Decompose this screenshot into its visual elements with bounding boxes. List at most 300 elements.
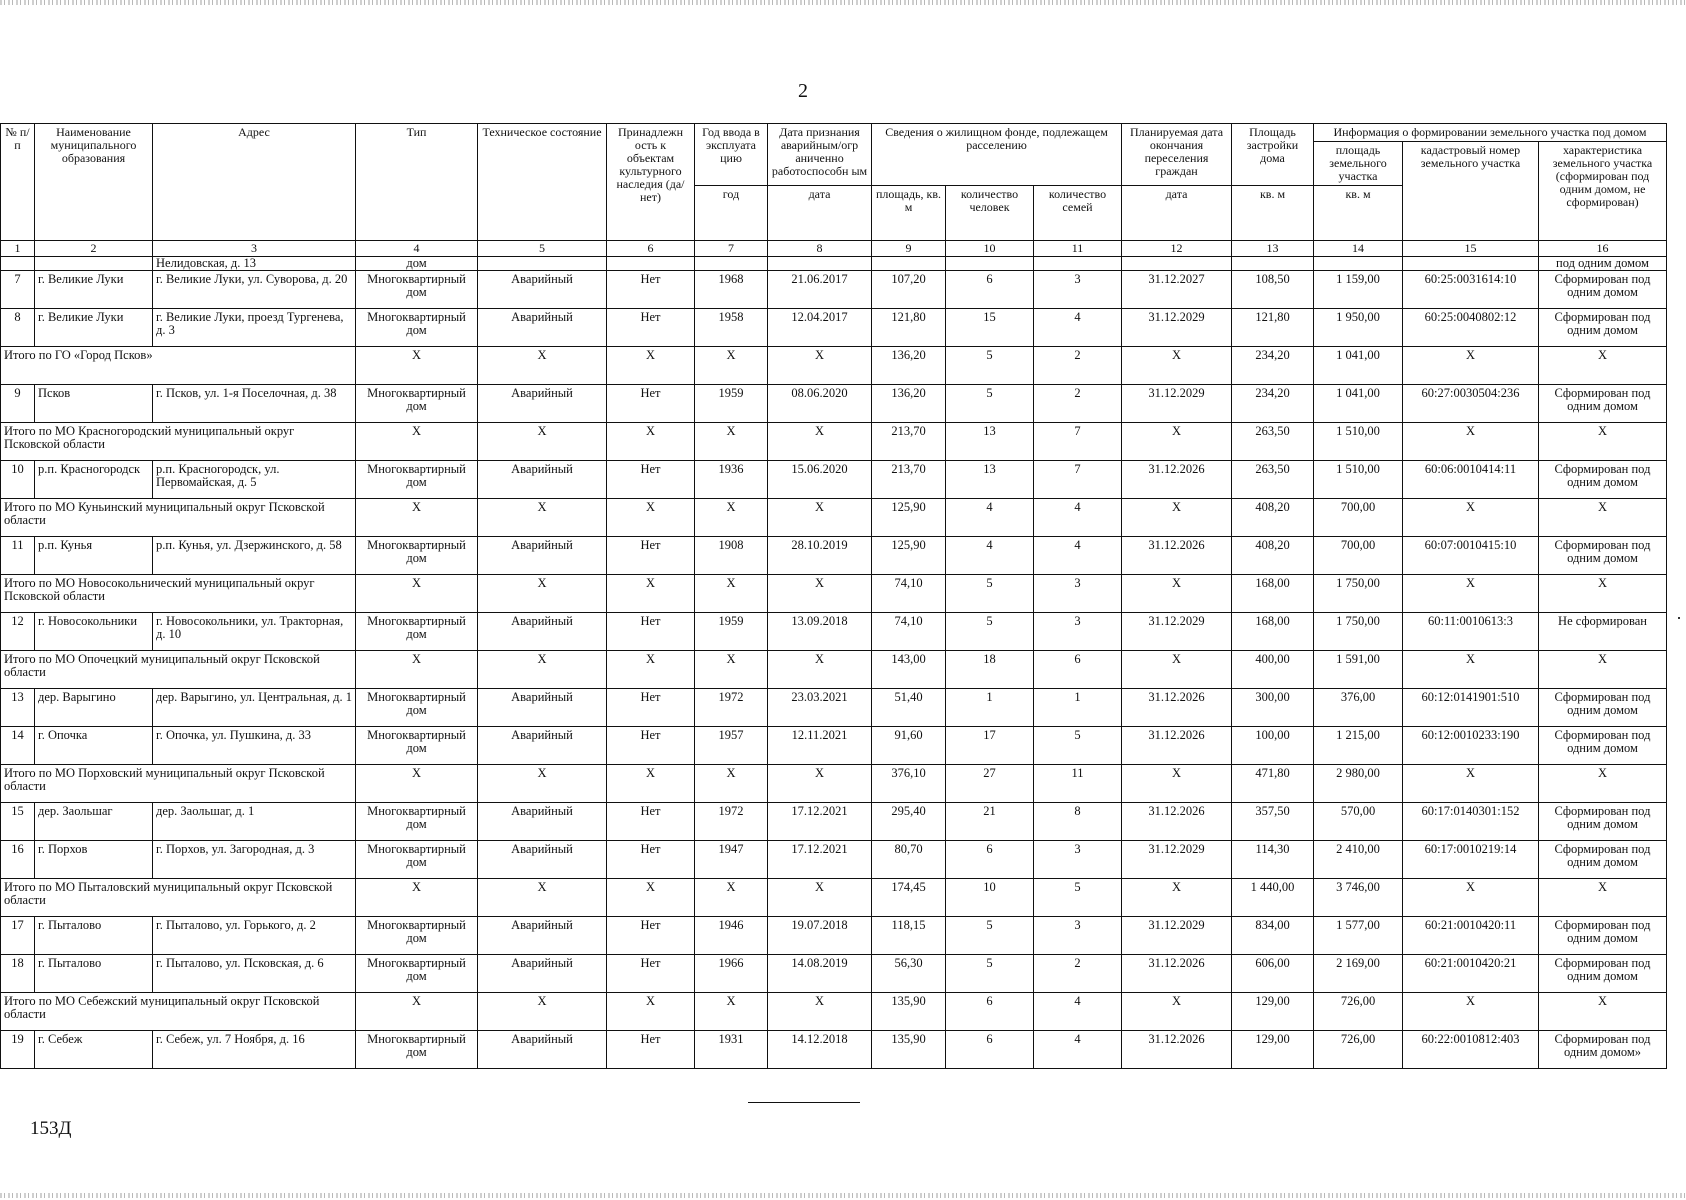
total-cell: 125,90 — [872, 499, 946, 537]
total-cell: 1 510,00 — [1314, 423, 1403, 461]
total-row — [1, 765, 1667, 803]
table-cell: Нет — [607, 841, 695, 879]
table-cell: Аварийный — [478, 309, 607, 347]
total-cell: X — [356, 651, 478, 689]
total-cell: 11 — [1034, 765, 1122, 803]
table-cell: 300,00 — [1232, 689, 1314, 727]
header-year: Год ввода в эксплуата цию — [695, 124, 768, 186]
table-row — [1, 537, 1667, 575]
table-cell: Многоквартирный дом — [356, 613, 478, 651]
total-cell: X — [695, 575, 768, 613]
table-cell: 14 — [1, 727, 35, 765]
table-cell: 60:21:0010420:21 — [1403, 955, 1539, 993]
total-cell: 168,00 — [1232, 575, 1314, 613]
total-cell: X — [1403, 499, 1539, 537]
table-cell: 1958 — [695, 309, 768, 347]
table-cell: 14.08.2019 — [768, 955, 872, 993]
total-cell: 6 — [946, 993, 1034, 1031]
column-number: 13 — [1232, 241, 1314, 257]
table-cell: 1957 — [695, 727, 768, 765]
header-plan: Планируемая дата окончания переселения граждан — [1122, 124, 1232, 186]
table-row — [1, 803, 1667, 841]
cont-cell — [1122, 257, 1232, 271]
table-cell: 1959 — [695, 613, 768, 651]
header-build-area: Площадь застройки дома — [1232, 124, 1314, 186]
table-cell: 8 — [1, 309, 35, 347]
header-heritage: Принадлежн ость к объектам культурного наследия (да/нет) — [607, 124, 695, 241]
total-cell: X — [1403, 993, 1539, 1031]
table-cell: Аварийный — [478, 689, 607, 727]
table-cell: 18 — [1, 955, 35, 993]
table-cell: Многоквартирный дом — [356, 385, 478, 423]
total-cell: 7 — [1034, 423, 1122, 461]
table-cell: 1 159,00 — [1314, 271, 1403, 309]
total-cell: X — [768, 651, 872, 689]
table-cell: дер. Варыгино, ул. Центральная, д. 1 — [153, 689, 356, 727]
table-cell: 13 — [1, 689, 35, 727]
total-row — [1, 423, 1667, 461]
table-row — [1, 841, 1667, 879]
table-cell: 12 — [1, 613, 35, 651]
table-cell: 135,90 — [872, 1031, 946, 1069]
total-cell: 263,50 — [1232, 423, 1314, 461]
unit-area: площадь, кв. м — [872, 186, 946, 241]
table-row — [1, 917, 1667, 955]
table-cell: 2 — [1034, 955, 1122, 993]
table-cell: Нет — [607, 537, 695, 575]
unit-people: количество человек — [946, 186, 1034, 241]
table-cell: г. Пыталово — [35, 917, 153, 955]
table-row — [1, 271, 1667, 309]
table-cell: 5 — [946, 613, 1034, 651]
table-cell: 1 — [1034, 689, 1122, 727]
cont-address: Нелидовская, д. 13 — [153, 257, 356, 271]
column-number: 5 — [478, 241, 607, 257]
total-cell: X — [1539, 765, 1667, 803]
table-row — [1, 1031, 1667, 1069]
table-cell: 91,60 — [872, 727, 946, 765]
table-cell: 2 169,00 — [1314, 955, 1403, 993]
header-characteristic: характеристика земельного участка (сформирован под одним домом, не сформирован) — [1539, 142, 1667, 241]
total-cell: X — [1539, 879, 1667, 917]
table-cell: 31.12.2029 — [1122, 613, 1232, 651]
table-cell: 60:17:0140301:152 — [1403, 803, 1539, 841]
table-cell: г. Пыталово — [35, 955, 153, 993]
table-cell: 606,00 — [1232, 955, 1314, 993]
table-cell: 570,00 — [1314, 803, 1403, 841]
table-cell: 1946 — [695, 917, 768, 955]
table-cell: г. Порхов, ул. Загородная, д. 3 — [153, 841, 356, 879]
column-numbers-row — [1, 241, 1667, 257]
total-cell: 6 — [1034, 651, 1122, 689]
total-cell: X — [607, 499, 695, 537]
table-cell: Многоквартирный дом — [356, 841, 478, 879]
table-cell: Аварийный — [478, 955, 607, 993]
cont-cell — [1403, 257, 1539, 271]
table-cell: 21 — [946, 803, 1034, 841]
document-code: 153Д — [30, 1118, 72, 1139]
total-cell: 1 041,00 — [1314, 347, 1403, 385]
column-number: 3 — [153, 241, 356, 257]
table-cell: Аварийный — [478, 917, 607, 955]
table-cell: Сформирован под одним домом — [1539, 309, 1667, 347]
table-cell: 31.12.2026 — [1122, 689, 1232, 727]
table-cell: 2 410,00 — [1314, 841, 1403, 879]
table-cell: 12.11.2021 — [768, 727, 872, 765]
table-cell: Многоквартирный дом — [356, 689, 478, 727]
total-cell: X — [356, 765, 478, 803]
table-cell: 60:12:0010233:190 — [1403, 727, 1539, 765]
table-cell: 28.10.2019 — [768, 537, 872, 575]
table-cell: р.п. Красногородск, ул. Первомайская, д. 5 — [153, 461, 356, 499]
column-number: 15 — [1403, 241, 1539, 257]
table-cell: 7 — [1034, 461, 1122, 499]
column-number: 10 — [946, 241, 1034, 257]
table-cell: Аварийный — [478, 1031, 607, 1069]
table-cell: 13 — [946, 461, 1034, 499]
table-cell: 1 — [946, 689, 1034, 727]
unit-plan: дата — [1122, 186, 1232, 241]
table-cell: г. Пыталово, ул. Псковская, д. 6 — [153, 955, 356, 993]
table-cell: 2 — [1034, 385, 1122, 423]
total-cell: 4 — [1034, 993, 1122, 1031]
cont-cell — [695, 257, 768, 271]
table-cell: 1 510,00 — [1314, 461, 1403, 499]
total-cell: X — [607, 347, 695, 385]
total-label: Итого по МО Красногородский муниципальный округ Псковской области — [1, 423, 356, 461]
table-cell: 1968 — [695, 271, 768, 309]
total-cell: X — [768, 575, 872, 613]
total-cell: X — [1122, 765, 1232, 803]
table-cell: 31.12.2026 — [1122, 727, 1232, 765]
table-cell: 16 — [1, 841, 35, 879]
unit-land: кв. м — [1314, 186, 1403, 241]
total-cell: X — [695, 651, 768, 689]
table-cell: Нет — [607, 689, 695, 727]
total-cell: 726,00 — [1314, 993, 1403, 1031]
total-cell: X — [1122, 879, 1232, 917]
total-cell: X — [695, 423, 768, 461]
total-cell: X — [607, 879, 695, 917]
total-cell: 1 440,00 — [1232, 879, 1314, 917]
table-cell: 118,15 — [872, 917, 946, 955]
total-cell: X — [695, 765, 768, 803]
column-number: 16 — [1539, 241, 1667, 257]
total-cell: 27 — [946, 765, 1034, 803]
total-cell: X — [695, 347, 768, 385]
total-cell: X — [1122, 993, 1232, 1031]
table-cell: 6 — [946, 1031, 1034, 1069]
unit-families: количество семей — [1034, 186, 1122, 241]
cont-cell — [35, 257, 153, 271]
total-row — [1, 575, 1667, 613]
table-cell: г. Великие Луки — [35, 271, 153, 309]
table-cell: 1 750,00 — [1314, 613, 1403, 651]
table-cell: 6 — [946, 841, 1034, 879]
scan-speck — [1678, 617, 1680, 619]
column-number: 14 — [1314, 241, 1403, 257]
table-cell: 31.12.2029 — [1122, 841, 1232, 879]
total-cell: X — [356, 879, 478, 917]
cont-cell — [1, 257, 35, 271]
table-cell: 125,90 — [872, 537, 946, 575]
total-row — [1, 993, 1667, 1031]
table-cell: Не сформирован — [1539, 613, 1667, 651]
table-cell: 31.12.2026 — [1122, 955, 1232, 993]
table-cell: Аварийный — [478, 613, 607, 651]
table-cell: Многоквартирный дом — [356, 955, 478, 993]
total-cell: X — [356, 347, 478, 385]
table-cell: Многоквартирный дом — [356, 271, 478, 309]
total-cell: X — [768, 879, 872, 917]
total-cell: X — [356, 993, 478, 1031]
table-cell: Многоквартирный дом — [356, 917, 478, 955]
total-cell: 2 980,00 — [1314, 765, 1403, 803]
total-cell: X — [1122, 651, 1232, 689]
table-cell: 234,20 — [1232, 385, 1314, 423]
scan-edge-top — [0, 0, 1686, 5]
table-cell: 56,30 — [872, 955, 946, 993]
table-row — [1, 613, 1667, 651]
table-cell: Аварийный — [478, 461, 607, 499]
total-cell: 700,00 — [1314, 499, 1403, 537]
table-cell: Нет — [607, 309, 695, 347]
total-cell: X — [768, 993, 872, 1031]
total-cell: X — [478, 879, 607, 917]
total-label: Итого по МО Новосокольнический муниципальный округ Псковской области — [1, 575, 356, 613]
cont-cell — [607, 257, 695, 271]
total-cell: X — [1122, 575, 1232, 613]
total-cell: X — [1539, 575, 1667, 613]
table-cell: 15 — [1, 803, 35, 841]
total-cell: X — [1122, 499, 1232, 537]
total-label: Итого по МО Опочецкий муниципальный округ Псковской области — [1, 651, 356, 689]
table-cell: г. Пыталово, ул. Горького, д. 2 — [153, 917, 356, 955]
total-cell: X — [1403, 765, 1539, 803]
column-number: 8 — [768, 241, 872, 257]
total-cell: X — [1539, 993, 1667, 1031]
total-cell: 174,45 — [872, 879, 946, 917]
total-cell: 1 750,00 — [1314, 575, 1403, 613]
total-cell: X — [695, 499, 768, 537]
column-number: 11 — [1034, 241, 1122, 257]
header-date: Дата признания аварийным/огр аниченно работоспособн ым — [768, 124, 872, 186]
table-cell: Нет — [607, 727, 695, 765]
table-cell: 31.12.2029 — [1122, 385, 1232, 423]
table-cell: Нет — [607, 917, 695, 955]
table-cell: 1936 — [695, 461, 768, 499]
total-label: Итого по ГО «Город Псков» — [1, 347, 356, 385]
table-cell: 1908 — [695, 537, 768, 575]
table-cell: г. Себеж — [35, 1031, 153, 1069]
total-cell: 1 591,00 — [1314, 651, 1403, 689]
column-number: 7 — [695, 241, 768, 257]
table-cell: 1 215,00 — [1314, 727, 1403, 765]
table-cell: Сформирован под одним домом — [1539, 841, 1667, 879]
table-cell: 1966 — [695, 955, 768, 993]
table-cell: Нет — [607, 1031, 695, 1069]
table-cell: 13.09.2018 — [768, 613, 872, 651]
table-cell: г. Великие Луки — [35, 309, 153, 347]
table-cell: 408,20 — [1232, 537, 1314, 575]
table-cell: 136,20 — [872, 385, 946, 423]
table-cell: Многоквартирный дом — [356, 461, 478, 499]
table-cell: 51,40 — [872, 689, 946, 727]
table-cell: 121,80 — [872, 309, 946, 347]
header-fund: Сведения о жилищном фонде, подлежащем расселению — [872, 124, 1122, 186]
table-cell: 3 — [1034, 841, 1122, 879]
total-cell: 18 — [946, 651, 1034, 689]
page-number: 2 — [798, 80, 808, 102]
table-cell: Многоквартирный дом — [356, 1031, 478, 1069]
total-cell: X — [478, 499, 607, 537]
total-cell: 5 — [1034, 879, 1122, 917]
table-cell: р.п. Кунья — [35, 537, 153, 575]
total-cell: X — [607, 423, 695, 461]
table-cell: 31.12.2029 — [1122, 917, 1232, 955]
table-row — [1, 385, 1667, 423]
total-cell: 136,20 — [872, 347, 946, 385]
total-row — [1, 499, 1667, 537]
total-row — [1, 347, 1667, 385]
total-cell: X — [478, 575, 607, 613]
table-cell: 60:12:0141901:510 — [1403, 689, 1539, 727]
total-label: Итого по МО Пыталовский муниципальный округ Псковской области — [1, 879, 356, 917]
table-cell: 19 — [1, 1031, 35, 1069]
total-cell: X — [768, 347, 872, 385]
table-cell: 107,20 — [872, 271, 946, 309]
unit-build: кв. м — [1232, 186, 1314, 241]
total-cell: X — [695, 879, 768, 917]
total-label: Итого по МО Куньинский муниципальный округ Псковской области — [1, 499, 356, 537]
cont-cell — [872, 257, 946, 271]
table-cell: 100,00 — [1232, 727, 1314, 765]
table-cell: Сформирован под одним домом — [1539, 385, 1667, 423]
total-cell: X — [695, 993, 768, 1031]
column-number: 2 — [35, 241, 153, 257]
table-cell: 213,70 — [872, 461, 946, 499]
total-cell: 10 — [946, 879, 1034, 917]
table-cell: 80,70 — [872, 841, 946, 879]
table-cell: 31.12.2026 — [1122, 803, 1232, 841]
table-cell: р.п. Кунья, ул. Дзержинского, д. 58 — [153, 537, 356, 575]
table-cell: Нет — [607, 955, 695, 993]
header-row-1 — [1, 124, 1667, 142]
total-cell: 213,70 — [872, 423, 946, 461]
table-cell: Нет — [607, 271, 695, 309]
total-cell: X — [1539, 423, 1667, 461]
table-cell: Аварийный — [478, 803, 607, 841]
table-cell: 31.12.2026 — [1122, 1031, 1232, 1069]
table-cell: 5 — [946, 385, 1034, 423]
total-cell: 143,00 — [872, 651, 946, 689]
table-cell: 17.12.2021 — [768, 841, 872, 879]
table-cell: 23.03.2021 — [768, 689, 872, 727]
unit-date: дата — [768, 186, 872, 241]
table-cell: 6 — [946, 271, 1034, 309]
header-no: № п/п — [1, 124, 35, 241]
table-cell: 60:25:0031614:10 — [1403, 271, 1539, 309]
table-cell: дер. Варыгино — [35, 689, 153, 727]
table-cell: 263,50 — [1232, 461, 1314, 499]
table-cell: г. Псков, ул. 1-я Поселочная, д. 38 — [153, 385, 356, 423]
table-cell: 700,00 — [1314, 537, 1403, 575]
table-cell: 15 — [946, 309, 1034, 347]
continuation-row — [1, 257, 1667, 271]
total-cell: 5 — [946, 575, 1034, 613]
table-cell: Сформирован под одним домом — [1539, 689, 1667, 727]
table-cell: 17.12.2021 — [768, 803, 872, 841]
total-cell: X — [1539, 499, 1667, 537]
header-type: Тип — [356, 124, 478, 241]
table-cell: 1947 — [695, 841, 768, 879]
total-cell: X — [1403, 879, 1539, 917]
table-row — [1, 689, 1667, 727]
table-cell: г. Опочка — [35, 727, 153, 765]
header-land: Информация о формировании земельного участка под домом — [1314, 124, 1667, 142]
table-cell: 4 — [946, 537, 1034, 575]
total-cell: 74,10 — [872, 575, 946, 613]
table-cell: 5 — [946, 955, 1034, 993]
total-label: Итого по МО Себежский муниципальный округ Псковской области — [1, 993, 356, 1031]
cont-cell — [478, 257, 607, 271]
table-cell: 60:21:0010420:11 — [1403, 917, 1539, 955]
table-cell: 4 — [1034, 309, 1122, 347]
cont-cell — [1232, 257, 1314, 271]
table-cell: Нет — [607, 803, 695, 841]
total-cell: X — [607, 575, 695, 613]
table-cell: г. Великие Луки, проезд Тургенева, д. 3 — [153, 309, 356, 347]
table-cell: 21.06.2017 — [768, 271, 872, 309]
table-cell: 31.12.2027 — [1122, 271, 1232, 309]
total-cell: 4 — [946, 499, 1034, 537]
table-row — [1, 309, 1667, 347]
total-label: Итого по МО Порховский муниципальный округ Псковской области — [1, 765, 356, 803]
column-number: 9 — [872, 241, 946, 257]
table-cell: 17 — [1, 917, 35, 955]
total-cell: 3 746,00 — [1314, 879, 1403, 917]
table-cell: 60:17:0010219:14 — [1403, 841, 1539, 879]
table-cell: Многоквартирный дом — [356, 309, 478, 347]
total-cell: X — [607, 651, 695, 689]
total-cell: 5 — [946, 347, 1034, 385]
table-cell: Аварийный — [478, 271, 607, 309]
total-cell: 376,10 — [872, 765, 946, 803]
footer-rule — [748, 1102, 860, 1103]
table-cell: г. Порхов — [35, 841, 153, 879]
total-cell: X — [1403, 347, 1539, 385]
header-mo: Наименование муниципального образования — [35, 124, 153, 241]
table-cell: Аварийный — [478, 537, 607, 575]
cont-cell — [768, 257, 872, 271]
table-cell: 295,40 — [872, 803, 946, 841]
total-cell: 400,00 — [1232, 651, 1314, 689]
total-cell: 2 — [1034, 347, 1122, 385]
total-cell: X — [768, 499, 872, 537]
table-cell: г. Новосокольники, ул. Тракторная, д. 10 — [153, 613, 356, 651]
table-cell: 17 — [946, 727, 1034, 765]
cont-cell — [946, 257, 1034, 271]
table-cell: 726,00 — [1314, 1031, 1403, 1069]
total-row — [1, 879, 1667, 917]
table-cell: Сформирован под одним домом — [1539, 803, 1667, 841]
total-cell: 4 — [1034, 499, 1122, 537]
table-cell: Псков — [35, 385, 153, 423]
table-cell: р.п. Красногородск — [35, 461, 153, 499]
table-cell: Сформирован под одним домом — [1539, 537, 1667, 575]
table-row — [1, 727, 1667, 765]
table-cell: 168,00 — [1232, 613, 1314, 651]
